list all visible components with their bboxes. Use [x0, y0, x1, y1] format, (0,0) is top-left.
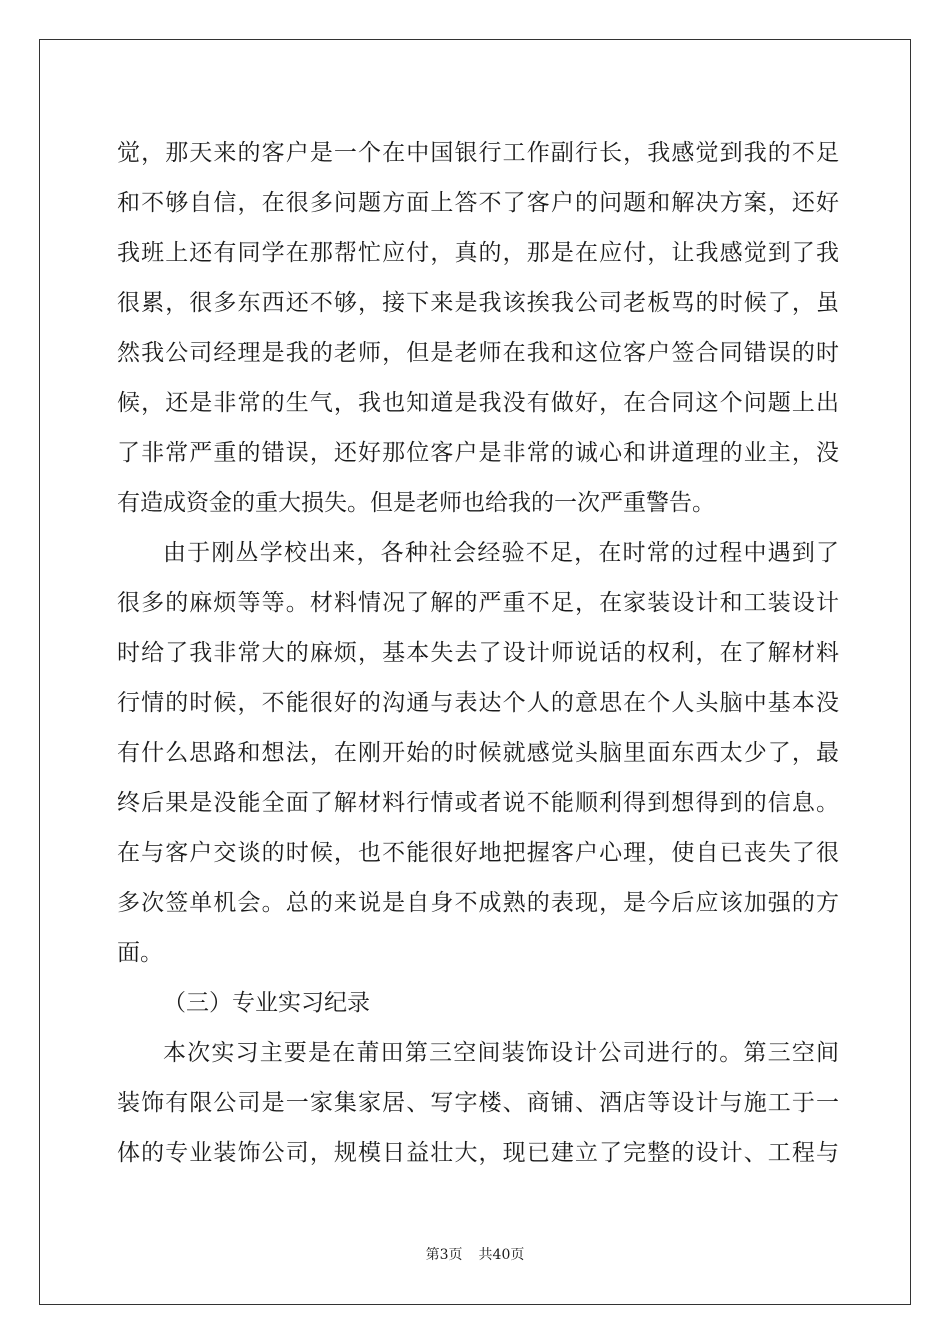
text-line: 装饰有限公司是一家集家居、写字楼、商铺、酒店等设计与施工于一 — [117, 1090, 839, 1116]
text-line: 有什么思路和想法，在刚开始的时候就感觉头脑里面东西太少了，最 — [117, 740, 839, 766]
page-footer — [0, 1244, 950, 1264]
page-total: 共40页 — [478, 1247, 525, 1263]
text-line: 体的专业装饰公司，规模日益壮大，现已建立了完整的设计、工程与 — [117, 1140, 839, 1166]
text-line: 终后果是没能全面了解材料行情或者说不能顺利得到想得到的信息。 — [117, 790, 839, 816]
text-line: 有造成资金的重大损失。但是老师也给我的一次严重警告。 — [117, 490, 715, 516]
text-line: 由于刚丛学校出来，各种社会经验不足，在时常的过程中遇到了 — [163, 540, 839, 566]
text-line: 觉，那天来的客户是一个在中国银行工作副行长，我感觉到我的不足 — [117, 140, 839, 166]
text-line: 在与客户交谈的时候，也不能很好地把握客户心理，使自已丧失了很 — [117, 840, 839, 866]
text-line: 我班上还有同学在那帮忙应付，真的，那是在应付，让我感觉到了我 — [117, 240, 839, 266]
text-line: 行情的时候，不能很好的沟通与表达个人的意思在个人头脑中基本没 — [117, 690, 839, 716]
text-line: 本次实习主要是在莆田第三空间装饰设计公司进行的。第三空间 — [163, 1040, 839, 1066]
text-line: 和不够自信，在很多问题方面上答不了客户的问题和解决方案，还好 — [117, 190, 839, 216]
text-line: 了非常严重的错误，还好那位客户是非常的诚心和讲道理的业主，没 — [117, 440, 839, 466]
text-line: 面。 — [117, 940, 163, 966]
text-line: 很累，很多东西还不够，接下来是我该挨我公司老板骂的时候了，虽 — [117, 290, 839, 316]
section-heading: （三）专业实习纪录 — [163, 990, 370, 1016]
document-body — [117, 128, 839, 1178]
text-line: 候，还是非常的生气，我也知道是我没有做好，在合同这个问题上出 — [117, 390, 839, 416]
text-line: 然我公司经理是我的老师，但是老师在我和这位客户签合同错误的时 — [117, 340, 839, 366]
page-number: 第3页 — [425, 1247, 463, 1263]
text-line: 很多的麻烦等等。材料情况了解的严重不足，在家装设计和工装设计 — [117, 590, 839, 616]
text-line: 多次签单机会。总的来说是自身不成熟的表现，是今后应该加强的方 — [117, 890, 839, 916]
text-line: 时给了我非常大的麻烦，基本失去了设计师说话的权利，在了解材料 — [117, 640, 839, 666]
